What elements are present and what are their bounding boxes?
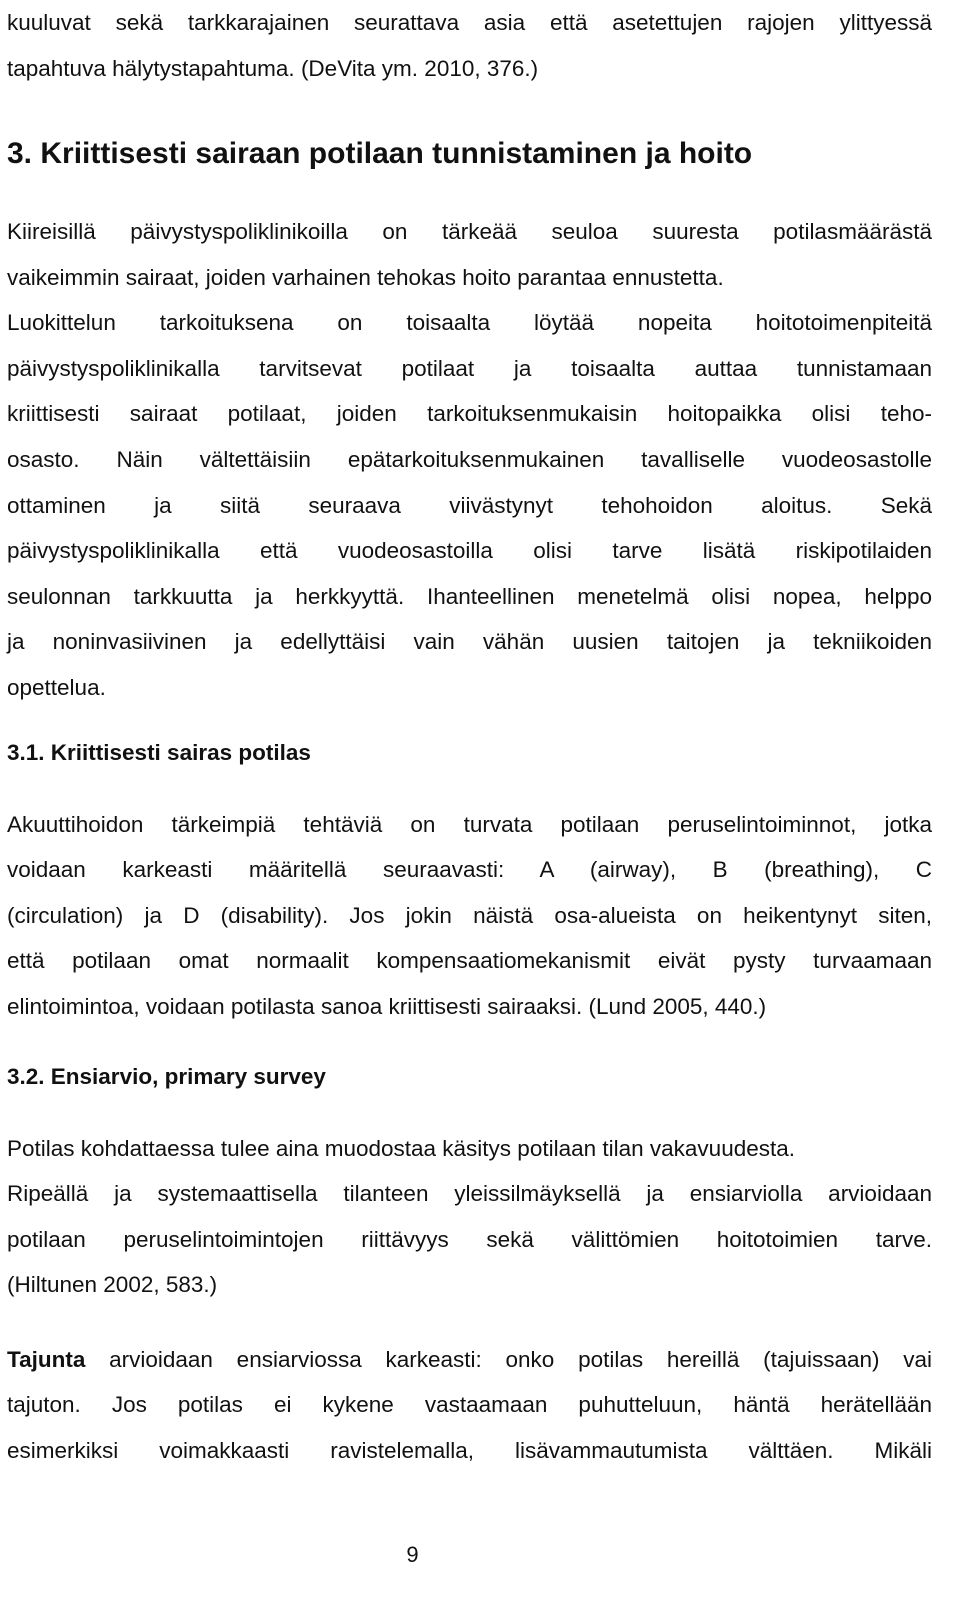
text-line: potilaan peruselintoimintojen riittävyys sekä välittömien hoitotoimien tarve. [7,1226,932,1252]
text-line: ottaminen ja siitä seuraava viivästynyt tehohoidon aloitus. Sekä [7,492,932,518]
text-line: kuuluvat sekä tarkkarajainen seurattava asia että asetettujen rajojen ylittyessä [7,10,932,35]
section-3-heading: 3. Kriittisesti sairaan potilaan tunnistaminen ja hoito [7,137,753,170]
text-line: Luokittelun tarkoituksena on toisaalta löytää nopeita hoitotoimenpiteitä [7,310,932,336]
section-3-2-paragraph [7,1126,932,1308]
text-fragment: arvioidaan ensiarviossa karkeasti: onko potilas hereillä (tajuissaan) vai [85,1347,932,1372]
text-line: kriittisesti sairaat potilaat, joiden tarkoituksenmukaisin hoitopaikka olisi teho- [7,401,932,427]
text-line: tajuton. Jos potilas ei kykene vastaamaan puhutteluun, häntä herätellään [7,1392,932,1418]
text-line [7,1337,932,1382]
text-line: vaikeimmin sairaat, joiden varhainen tehokas hoito parantaa ennustetta. [7,264,724,290]
tajunta-term: Tajunta [7,1347,86,1372]
section-3-1-heading: 3.1. Kriittisesti sairas potilas [7,740,311,765]
text-line: Akuuttihoidon tärkeimpiä tehtäviä on turvata potilaan peruselintoiminnot, jotka [7,812,932,837]
section-3-2-heading: 3.2. Ensiarvio, primary survey [7,1064,326,1089]
text-line: (Hiltunen 2002, 583.) [7,1272,218,1298]
text-line: Potilas kohdattaessa tulee aina muodostaa käsitys potilaan tilan vakavuudesta. [7,1136,795,1161]
text-line: tapahtuva hälytystapahtuma. (DeVita ym. 2010, 376.) [7,55,539,81]
text-line: (circulation) ja D (disability). Jos jokin näistä osa-alueista on heikentynyt siten, [7,902,932,928]
text-line: elintoimintoa, voidaan potilasta sanoa kriittisesti sairaaksi. (Lund 2005, 440.) [7,993,767,1019]
text-line: ja noninvasiivinen ja edellyttäisi vain vähän uusien taitojen ja tekniikoiden [7,629,932,655]
text-line: Kiireisillä päivystyspoliklinikoilla on tärkeää seuloa suuresta potilasmäärästä [7,219,932,244]
text-line: esimerkiksi voimakkaasti ravistelemalla, lisävammautumista välttäen. Mikäli [7,1437,932,1463]
text-line: päivystyspoliklinikalla tarvitsevat potilaat ja toisaalta auttaa tunnistamaan [7,355,932,381]
text-line: opettelua. [7,674,106,700]
text-line: voidaan karkeasti määritellä seuraavasti: A (airway), B (breathing), C [7,857,932,883]
page-number: 9 [406,1542,419,1567]
text-line: että potilaan omat normaalit kompensaatiomekanismit eivät pysty turvaamaan [7,948,932,974]
text-line: seulonnan tarkkuutta ja herkkyyttä. Ihanteellinen menetelmä olisi nopea, helppo [7,583,932,609]
section-3-1-paragraph [7,802,932,1029]
tajunta-paragraph [7,1337,932,1473]
text-line: päivystyspoliklinikalla että vuodeosastoilla olisi tarve lisätä riskipotilaiden [7,538,932,564]
intro-paragraph [7,0,932,91]
text-line: osasto. Näin vältettäisiin epätarkoituksenmukainen tavalliselle vuodeosastolle [7,446,932,472]
text-line: Ripeällä ja systemaattisella tilanteen yleissilmäyksellä ja ensiarviolla arvioidaan [7,1181,932,1207]
section-3-paragraph [7,209,932,711]
